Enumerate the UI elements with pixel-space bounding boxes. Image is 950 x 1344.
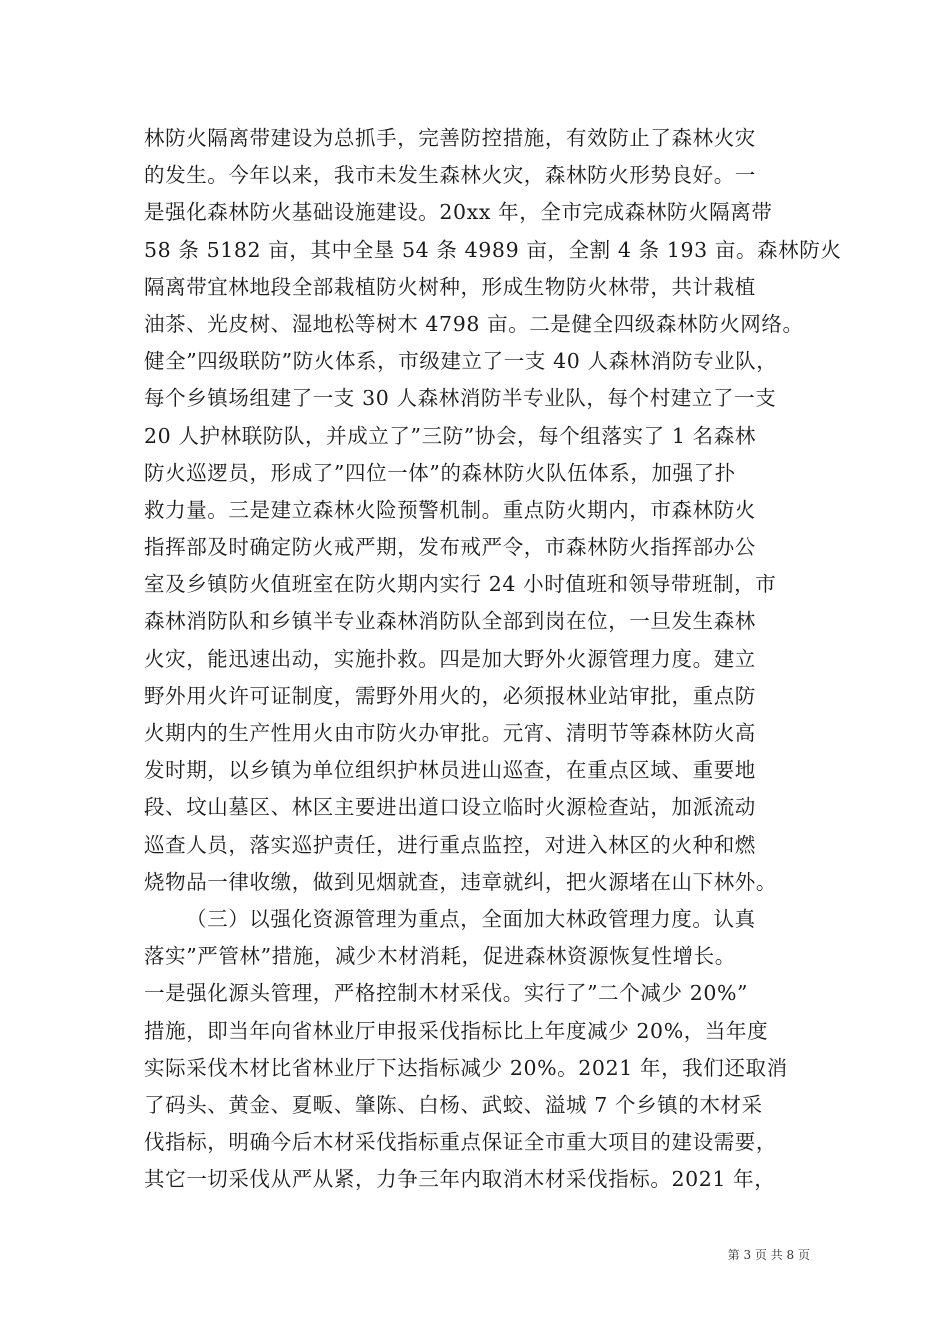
text-line-6: 油茶、光皮树、湿地松等树木 4798 亩。二是健全四级森林防火网络。 — [144, 311, 804, 336]
text-line-16: 野外用火许可证制度，需野外用火的，必须报林业站审批，重点防 — [144, 683, 756, 708]
text-line-17: 火期内的生产性用火由市防火办审批。元宵、清明节等森林防火高 — [144, 721, 756, 745]
text-line-5: 隔离带宜林地段全部栽植防火树种，形成生物防火林带，共计栽植 — [144, 274, 756, 299]
text-line-18: 发时期，以乡镇为单位组织护林员进山巡查，在重点区域、重要地 — [144, 758, 756, 783]
text-line-4: 58 条 5182 亩，其中全垦 54 条 4989 亩，全割 4 条 193 亩。森林防火 — [144, 237, 842, 262]
text-line-8: 每个乡镇场组建了一支 30 人森林消防半专业队，每个村建立了一支 — [144, 386, 777, 411]
page-number-footer: 第 3 页 共 8 页 — [727, 1248, 810, 1262]
text-line-1: 林防火隔离带建设为总抓手，完善防控措施，有效防止了森林火灾 — [144, 126, 756, 150]
text-line-10: 防火巡逻员，形成了”四位一体”的森林防火队伍体系，加强了扑 — [144, 460, 736, 485]
text-line-29: 其它一切采伐从严从紧，力争三年内取消木材采伐指标。2021 年， — [144, 1167, 776, 1192]
text-line-22-paragraph-start: （三）以强化资源管理为重点，全面加大林政管理力度。认真 — [186, 906, 756, 931]
text-line-28: 伐指标，明确今后木材采伐指标重点保证全市重大项目的建设需要， — [144, 1130, 777, 1155]
text-line-12: 指挥部及时确定防火戒严期，发布戒严令，市森林防火指挥部办公 — [144, 535, 756, 560]
text-line-7: 健全”四级联防”防火体系，市级建立了一支 40 人森林消防专业队， — [144, 349, 778, 374]
text-line-21: 烧物品一律收缴，做到见烟就查，违章就纠，把火源堵在山下林外。 — [144, 869, 777, 894]
text-line-14: 森林消防队和乡镇半专业森林消防队全部到岗在位，一旦发生森林 — [144, 609, 756, 634]
text-line-2: 的发生。今年以来，我市未发生森林火灾，森林防火形势良好。一 — [144, 163, 756, 188]
text-line-25: 措施，即当年向省林业厅申报采伐指标比上年度减少 20%，当年度 — [144, 1018, 769, 1043]
text-line-23: 落实”严管林”措施，减少木材消耗，促进森林资源恢复性增长。 — [144, 944, 736, 969]
text-line-19: 段、坟山墓区、林区主要进出道口设立临时火源检查站，加派流动 — [144, 795, 756, 820]
text-line-26: 实际采伐木材比省林业厅下达指标减少 20%。2021 年，我们还取消 — [144, 1055, 788, 1080]
text-line-11: 救力量。三是建立森林火险预警机制。重点防火期内，市森林防火 — [144, 497, 756, 522]
text-line-3: 是强化森林防火基础设施建设。20xx 年，全市完成森林防火隔离带 — [144, 200, 773, 225]
text-line-13: 室及乡镇防火值班室在防火期内实行 24 小时值班和领导带班制，市 — [144, 572, 777, 597]
body-text — [144, 120, 842, 1198]
text-line-27: 了码头、黄金、夏畈、肇陈、白杨、武蛟、溢城 7 个乡镇的木材采 — [144, 1092, 763, 1117]
text-line-9: 20 人护林联防队，并成立了”三防”协会，每个组落实了 1 名森林 — [144, 423, 756, 448]
text-line-24: 一是强化源头管理，严格控制木材采伐。实行了”二个减少 20%” — [144, 981, 749, 1006]
text-line-15: 火灾，能迅速出动，实施扑救。四是加大野外火源管理力度。建立 — [144, 646, 756, 671]
text-line-20: 巡查人员，落实巡护责任，进行重点监控，对进入林区的火种和燃 — [144, 832, 756, 857]
